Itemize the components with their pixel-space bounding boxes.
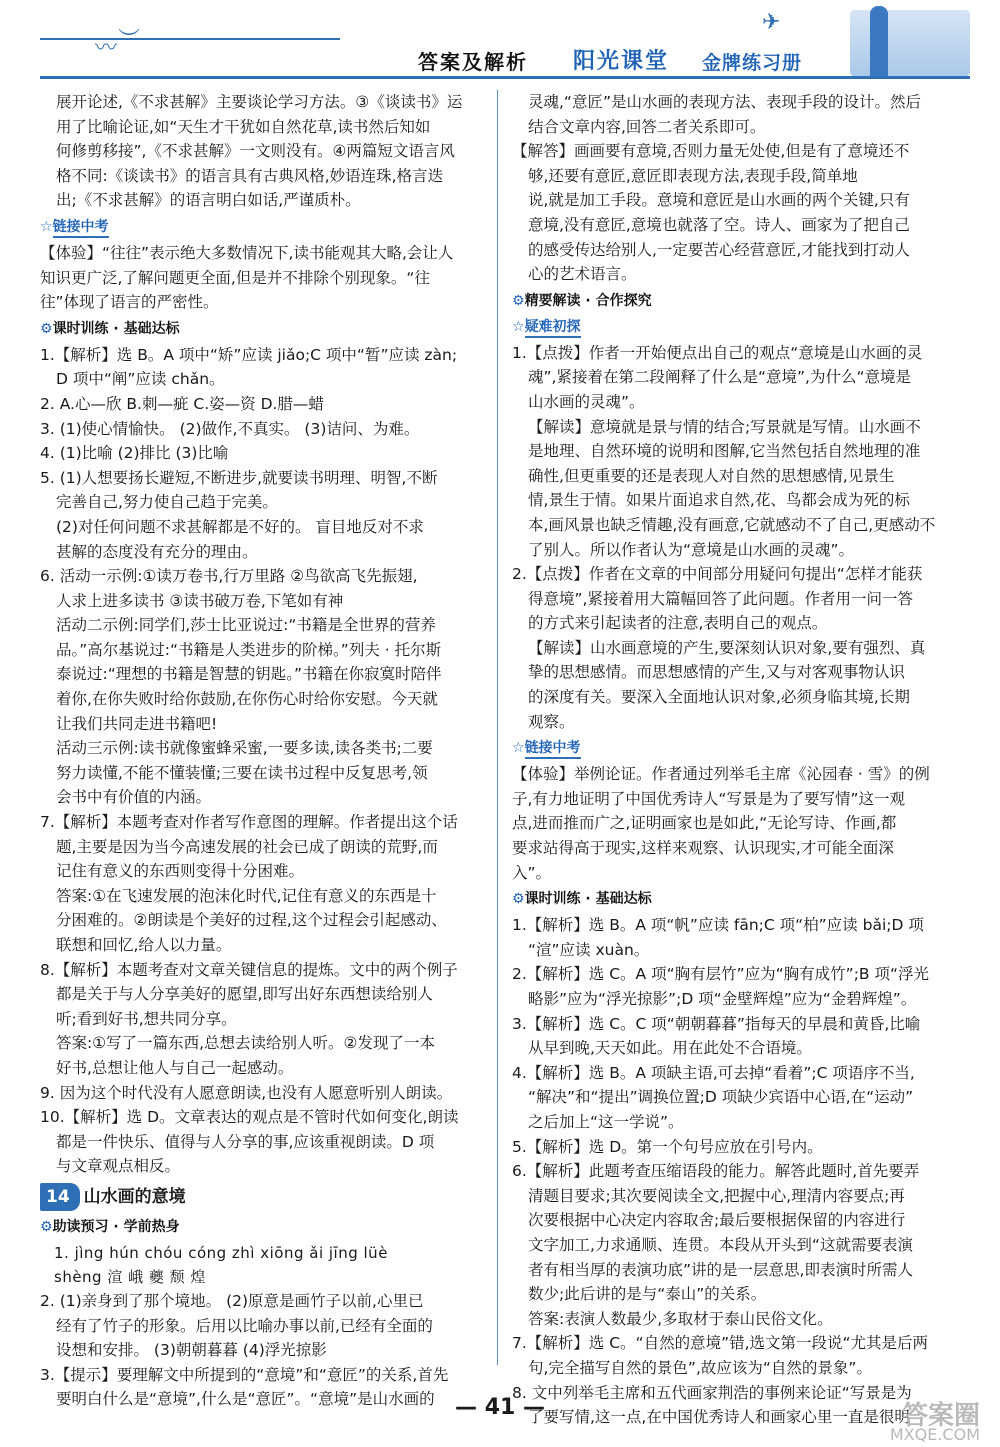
answer-line: 着你,在你失败时给你鼓励,在你伤心时给你安慰。今天就: [56, 690, 438, 709]
text-line: 【解答】画画要有意境,否则力量无处使,但是有了意境还不: [512, 142, 910, 161]
answer-line: 题,主要是因为当今高速发展的社会已成了朗读的荒野,而: [56, 837, 438, 856]
text-line: 知识更广泛,了解问题更全面,但是并不排除个别现象。“往: [40, 268, 430, 287]
text-line: 的感受传达给别人,一定要苦心经营意匠,才能找到打动人: [528, 240, 910, 259]
bird-icon: 〰: [95, 36, 118, 61]
answer-line: 魂”,紧接着在第二段阐释了什么是“意境”,为什么“意境是: [528, 368, 911, 387]
gear-icon: ⚙: [40, 1218, 53, 1235]
answer-line: 4. (1)比喻 (2)排比 (3)比喻: [40, 444, 229, 463]
answer-line: 努力读懂,不能不懂装懂;三要在读书过程中反复思考,领: [56, 763, 428, 782]
gear-icon: ⚙: [40, 320, 53, 337]
answer-list: [40, 343, 495, 1179]
answer-line: 泰说过:“理想的书籍是智慧的钥匙。”书籍在你寂寞时陪伴: [56, 665, 442, 684]
section-heading-train: ⚙课时训练 · 基础达标: [40, 320, 180, 337]
text-line: 【体验】举例论证。作者通过列举毛主席《沁园春 · 雪》的例: [512, 765, 930, 784]
pinyin-line: 1. jìng hún chóu cóng zhì xiōng ǎi jīng lüè: [54, 1243, 388, 1262]
text-line: 展开论述,《不求甚解》主要谈论学习方法。③《谈读书》运: [56, 93, 463, 111]
answer-line: 都是一件快乐、值得与人分享的事,应该重视朗读。D 项: [56, 1132, 435, 1151]
text-line: 何修剪移接”,《不求甚解》一文则没有。④两篇短文语言风: [56, 142, 455, 161]
answer-line: 8.【解析】本题考查对文章关键信息的提炼。文中的两个例子: [40, 960, 458, 979]
answer-line: 品。”高尔基说过:“书籍是人类进步的阶梯。”列夫 · 托尔斯: [56, 640, 442, 659]
answer-line: 略影”应为“浮光掠影”;D 项“金壁辉煌”应为“金碧辉煌”。: [528, 990, 917, 1008]
text-line: 子,有力地证明了中国优秀诗人“写景是为了要写情”这一观: [512, 789, 905, 808]
watermark-url: MXQE.COM: [889, 1425, 980, 1444]
gear-icon: ⚙: [512, 292, 525, 309]
answer-line: 甚解的态度没有充分的理由。: [56, 542, 258, 561]
answer-line: 1.【解析】选 B。A 项中“矫”应读 jiǎo;C 项中“暂”应读 zàn;: [40, 345, 458, 364]
answer-line: 观察。: [528, 712, 575, 731]
header-decoration: [40, 38, 340, 74]
answer-line: 1.【解析】选 B。A 项“帆”应读 fān;C 项“柏”应读 bǎi;D 项: [512, 916, 924, 935]
answer-line: 本,画风景也缺乏情趣,没有画意,它就感动不了自己,更感动不: [528, 515, 936, 534]
answer-line: “解决”和“提出”调换位置;D 项缺少宾语中心语,在“运动”: [528, 1088, 914, 1107]
answer-line: (2)对任何问题不求甚解都是不好的。 盲目地反对不求: [56, 517, 424, 536]
text-line: 灵魂,“意匠”是山水画的表现方法、表现手段的设计。然后: [528, 93, 921, 111]
header-brand: 阳光课堂: [573, 49, 670, 74]
section-heading-preview: ⚙助读预习 · 学前热身: [40, 1218, 180, 1235]
answer-line: 数少;此后讲的是与“泰山”的关系。: [528, 1285, 767, 1304]
answer-line: 是地理、自然环境的说明和图解,它当然包括自然地理的准: [528, 442, 921, 461]
star-icon: ☆: [512, 318, 525, 335]
answer-line: “渲”应读 xuàn。: [528, 940, 650, 959]
answer-line: 9. 因为这个时代没有人愿意朗读,也没有人愿意听别人朗读。: [40, 1083, 453, 1102]
left-column: [40, 90, 495, 1412]
section-heading-train: ⚙课时训练 · 基础达标: [512, 891, 652, 908]
answer-line: 2. (1)亲身到了那个境地。 (2)原意是画竹子以前,心里已: [40, 1291, 424, 1310]
answer-line: 5.【解析】选 D。第一个句号应放在引号内。: [512, 1137, 823, 1156]
answer-line: 1.【点拨】作者一开始便点出自己的观点“意境是山水画的灵: [512, 343, 923, 362]
plane-icon: ✈: [762, 10, 781, 35]
answer-line: 8. 文中列举毛主席和五代画家荆浩的事例来论证“写景是为: [512, 1383, 912, 1402]
answer-line: 3. (1)使心情愉快。 (2)做作,不真实。 (3)诘问、为难。: [40, 419, 420, 438]
section-heading-link: ☆链接中考: [40, 215, 495, 239]
header-subtitle: 金牌练习册: [702, 52, 803, 74]
answer-line: 答案:①写了一篇东西,总想去读给别人听。②发现了一本: [56, 1034, 435, 1053]
star-icon: ☆: [512, 740, 525, 757]
answer-line: 3.【提示】要理解文中所提到的“意境”和“意匠”的关系,首先: [40, 1365, 449, 1384]
answer-line: 次要根据中心决定内容取舍;最后要根据保留的内容进行: [528, 1211, 906, 1230]
answer-line: 挚的思想感情。而思想感情的产生,又与对客观事物认识: [528, 663, 905, 682]
answer-line: 情,景生于情。如果片面追求自然,花、鸟都会成为死的标: [528, 491, 910, 510]
text-line: 够,还要有意匠,意匠即表现方法,表现手段,简单地: [528, 166, 858, 185]
answer-line: 4.【解析】选 B。A 项缺主语,可去掉“看着”;C 项语序不当,: [512, 1063, 915, 1082]
answer-line: 答案:表演人数最少,多取材于泰山民俗文化。: [528, 1309, 833, 1328]
pinyin-line: shèng 渲 峨 夔 颓 煌: [54, 1267, 206, 1286]
text-line: 点,进而推而广之,证明画家也是如此,“无论写诗、作画,都: [512, 814, 897, 833]
answer-line: 会书中有价值的内涵。: [56, 788, 212, 807]
text-line: 用了比喻论证,如“天生才干犹如自然花草,读书然后知如: [56, 117, 431, 136]
answer-line: 的方式来引起读者的注意,表明自己的观点。: [528, 614, 828, 633]
answer-line: 句,完全描写自然的景色”,故应该为“自然的景象”。: [528, 1358, 872, 1377]
lesson-number: 14: [40, 1183, 80, 1211]
tower-illustration: [870, 6, 888, 76]
text-line: 心的艺术语言。: [528, 265, 637, 284]
answer-line: 清题目要求;其次要阅读全文,把握中心,理清内容要点;再: [528, 1186, 905, 1205]
answer-line: 完善自己,努力使自己趋于完美。: [56, 493, 278, 512]
answer-line: 让我们共同走进书籍吧!: [56, 714, 218, 733]
answer-line: 与文章观点相反。: [56, 1157, 181, 1176]
answer-line: 2.【解析】选 C。A 项“胸有层竹”应为“胸有成竹”;B 项“浮光: [512, 965, 930, 984]
text-line: 结合文章内容,回答二者关系即可。: [528, 117, 766, 136]
answer-line: 答案:①在飞速发展的泡沫化时代,记住有意义的东西是十: [56, 886, 437, 905]
text-line: 说,就是加工手段。意境和意匠是山水画的两个关键,只有: [528, 191, 910, 210]
header-rule: [40, 76, 970, 79]
answer-line: 活动二示例:同学们,莎士比亚说过:“书籍是全世界的营养: [56, 616, 436, 635]
column-divider: [497, 90, 498, 1365]
section-heading-doubt: ☆疑难初探: [512, 315, 967, 339]
answer-line: 了要写情,这一点,在中国优秀诗人和画家心里一直是很明: [528, 1408, 910, 1427]
text-line: 【体验】“往往”表示绝大多数情况下,读书能观其大略,会让人: [40, 243, 454, 262]
answer-line: 从早到晚,天天如此。用在此处不合语境。: [528, 1039, 812, 1058]
answer-line: 都是关于与人分享美好的愿望,即写出好东西想读给别人: [56, 985, 433, 1004]
text-line: 意境,没有意匠,意境也就落了空。诗人、画家为了把自己: [528, 215, 910, 234]
answer-line: 得意境”,紧接着用大篇幅回答了此问题。作者用一问一答: [528, 589, 913, 608]
section-heading-explore: ⚙精要解读 · 合作探究: [512, 292, 652, 309]
answer-line: 记住有意义的东西则变得十分困难。: [56, 862, 305, 881]
answer-line: 好书,总想让他人与自己一起感动。: [56, 1058, 294, 1077]
text-line: 出;《不求甚解》的语言明白如话,严谨质朴。: [56, 191, 361, 210]
answer-line: 【解读】意境就是景与情的结合;写景就是写情。山水画不: [528, 417, 921, 436]
answer-line: 7.【解析】本题考查对作者写作意图的理解。作者提出这个话: [40, 813, 458, 832]
answer-line: 的深度有关。要深入全面地认识对象,必须身临其境,长期: [528, 688, 910, 707]
answer-line: 要明白什么是“意境”,什么是“意匠”。“意境”是山水画的: [56, 1390, 435, 1409]
text-line: 往”体现了语言的严密性。: [40, 293, 219, 312]
answer-line: 6.【解析】此题考查压缩语段的能力。解答此题时,首先要弄: [512, 1162, 920, 1181]
bird-icon: ︶: [118, 28, 141, 53]
answer-line: 山水画的灵魂”。: [528, 392, 645, 411]
answer-line: 【解读】山水画意境的产生,要深刻认识对象,要有强烈、真: [528, 638, 926, 657]
header-title: 答案及解析: [418, 50, 528, 74]
watermark: 答案圈: [901, 1401, 980, 1431]
answer-line: 人求上进多读书 ③读书破万卷,下笔如有神: [56, 591, 344, 610]
lesson-title: 14 山水画的意境: [40, 1183, 495, 1211]
answer-line: 听;看到好书,想共同分享。: [56, 1009, 237, 1028]
text-line: 入”。: [512, 863, 552, 882]
text-line: 要求站得高于现实,这样来观察、认识现实,才可能全面深: [512, 839, 894, 858]
answer-line: 2.【点拨】作者在文章的中间部分用疑问句提出“怎样才能获: [512, 565, 923, 584]
left-intro: [40, 90, 495, 213]
answer-line: 联想和回忆,给人以力量。: [56, 936, 232, 954]
answer-line: 5. (1)人想要扬长避短,不断进步,就要读书明理、明智,不断: [40, 468, 438, 487]
answer-line: 文字加工,力求通顺、连贯。本段从开头到“这就需要表演: [528, 1235, 913, 1254]
answer-line: 10.【解析】选 D。文章表达的观点是不管时代如何变化,朗读: [40, 1108, 459, 1127]
answer-line: 3.【解析】选 C。C 项“朝朝暮暮”指每天的早晨和黄昏,比喻: [512, 1014, 921, 1033]
answer-line: 分困难的。②朗读是个美好的过程,这个过程会引起感动、: [56, 911, 447, 930]
answer-line: 之后加上“这一学说”。: [528, 1112, 684, 1131]
page-header: [0, 0, 1000, 80]
answer-line: 确性,但更重要的还是表现人对自然的思想感情,见景生: [528, 466, 895, 485]
text-line: 格不同:《谈读书》的语言具有古典风格,妙语连珠,格言迭: [56, 166, 444, 185]
answer-line: D 项中“阐”应读 chǎn。: [56, 370, 225, 389]
answer-line: 设想和安排。 (3)朝朝暮暮 (4)浮光掠影: [56, 1341, 327, 1360]
star-icon: ☆: [40, 218, 53, 235]
answer-line: 2. A.心—欣 B.刺—疵 C.姿—资 D.腊—蜡: [40, 394, 324, 413]
answer-line: 经有了竹子的形象。后用以比喻办事以前,已经有全面的: [56, 1316, 433, 1335]
gear-icon: ⚙: [512, 891, 525, 908]
answer-line: 活动三示例:读书就像蜜蜂采蜜,一要多读,读各类书;二要: [56, 739, 433, 758]
city-illustration: [850, 10, 970, 76]
answer-line: 了别人。所以作者认为“意境是山水画的灵魂”。: [528, 540, 855, 559]
answer-line: 者有相当厚的表演功底”讲的是一层意思,即表演时所需人: [528, 1260, 913, 1279]
right-column: [512, 90, 967, 1430]
page-number: — 41 —: [455, 1395, 545, 1420]
answer-line: 6. 活动一示例:①读万卷书,行万里路 ②鸟欲高飞先振翅,: [40, 567, 418, 586]
answer-line: 7.【解析】选 C。“自然的意境”错,选文第一段说“尤其是后两: [512, 1334, 929, 1353]
section-heading-link: ☆链接中考: [512, 736, 967, 760]
